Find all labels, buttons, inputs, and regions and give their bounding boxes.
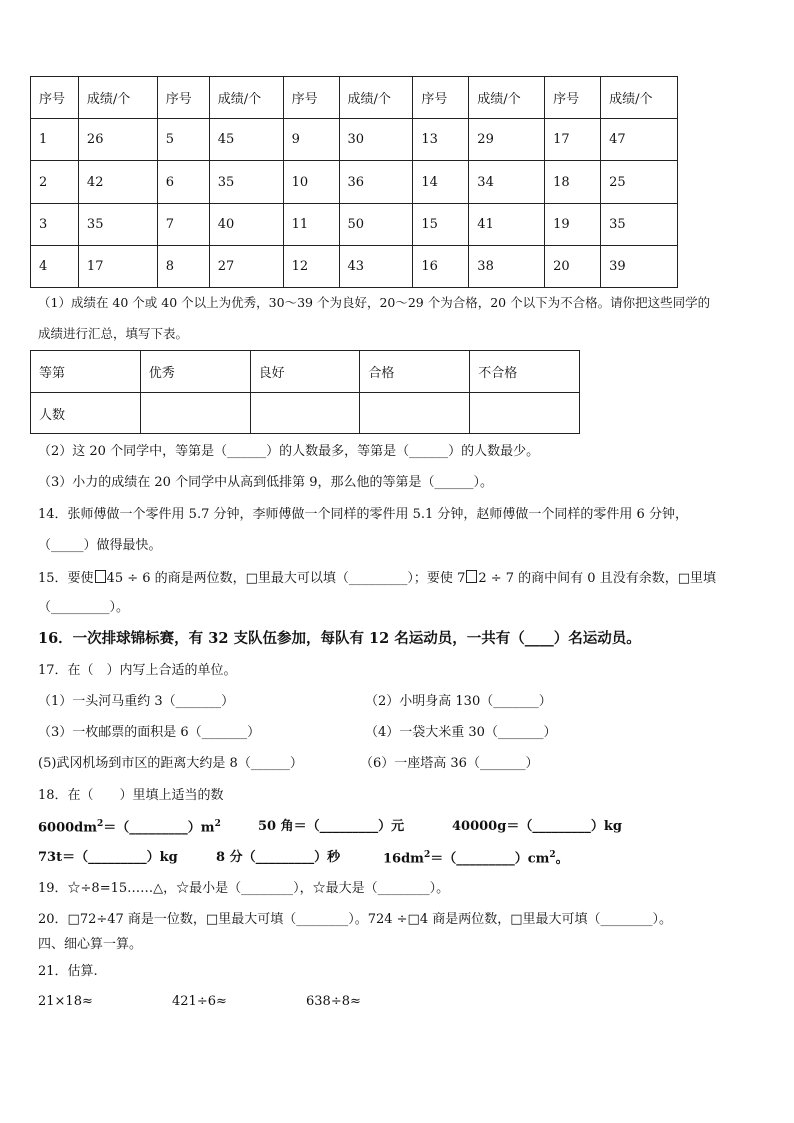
table-cell: 43 [339, 246, 413, 288]
q17-item-2: （2）小明身高 130（_______） [365, 694, 552, 709]
table-cell: 11 [283, 204, 339, 246]
q16-text: 16．一次排球锦标赛，有 32 支队伍参加，每队有 12 名运动员，一共有（____）名运动员。 [38, 630, 641, 647]
q17-item-3: （3）一枚邮票的面积是 6（_______） [38, 725, 261, 740]
q17-item-4: （4）一袋大米重 30（_______） [365, 725, 557, 740]
table-cell: 17 [545, 119, 601, 161]
q2-text: （2）这 20 个同学中，等第是（______）的人数最多，等第是（______）的人数最少。 [38, 444, 540, 459]
table-cell: 1 [31, 119, 79, 161]
grade-table [30, 350, 580, 434]
q1-text-line1: （1）成绩在 40 个或 40 个以上为优秀，30～39 个为良好，20～29 个为合格，20 个以下为不合格。请你把这些同学的 [38, 295, 711, 310]
table-cell: 20 [545, 246, 601, 288]
q18-f-end: 。 [555, 851, 569, 867]
table-cell: 26 [78, 119, 157, 161]
q21-title: 21．估算. [38, 964, 98, 979]
table-cell: 35 [209, 161, 283, 204]
header-cell: 序号 [283, 77, 339, 119]
q18-item-d: 73t＝（_________）kg [38, 850, 178, 865]
header-cell: 序号 [545, 77, 601, 119]
q18-a-right: ＝（_________）m [103, 820, 215, 836]
header-cell: 良好 [250, 351, 360, 393]
table-row [31, 246, 678, 288]
table-cell: 4 [31, 246, 79, 288]
table-row [31, 161, 678, 204]
q14-line1: 14．张师傅做一个零件用 5.7 分钟，李师傅做一个同样的零件用 5.1 分钟，赵师傅做一个同样的零件用 6 分钟， [38, 507, 688, 522]
header-cell: 成绩/个 [78, 77, 157, 119]
row-label: 人数 [31, 393, 141, 434]
table-cell: 15 [413, 204, 469, 246]
q17-item-5: (5)武冈机场到市区的距离大约是 8（______） [38, 756, 303, 771]
table-cell: 35 [601, 204, 678, 246]
q18-item-f [383, 851, 569, 865]
q3-text: （3）小力的成绩在 20 个同学中从高到低排第 9，那么他的等第是（______）。 [38, 475, 493, 490]
table-cell: 14 [413, 161, 469, 204]
table-cell: 41 [469, 204, 545, 246]
header-cell: 序号 [31, 77, 79, 119]
table-cell: 16 [413, 246, 469, 288]
q18-item-e: 8 分（_________）秒 [216, 850, 341, 865]
q18-title: 18．在（ ）里填上适当的数 [38, 788, 224, 803]
table-cell: 10 [283, 161, 339, 204]
table-cell: 2 [31, 161, 79, 204]
q21-item-2: 421÷6≈ [172, 994, 227, 1009]
superscript: 2 [423, 850, 431, 860]
header-cell: 不合格 [470, 351, 580, 393]
q21-item-3: 638÷8≈ [306, 994, 361, 1009]
table-cell: 3 [31, 204, 79, 246]
table-cell: 8 [157, 246, 209, 288]
superscript: 2 [549, 850, 556, 860]
table-cell: 45 [209, 119, 283, 161]
header-cell: 成绩/个 [339, 77, 413, 119]
table-cell: 18 [545, 161, 601, 204]
q18-f-left: 16dm [383, 851, 424, 867]
table-cell: 39 [601, 246, 678, 288]
score-table-header [31, 77, 678, 119]
q15-part1: 15．要使 [38, 571, 94, 586]
q17-item-6: （6）一座塔高 36（_______） [360, 756, 539, 771]
q17-item-1: （1）一头河马重约 3（_______） [38, 694, 235, 709]
header-cell: 成绩/个 [601, 77, 678, 119]
table-cell: 17 [78, 246, 157, 288]
table-cell: 50 [339, 204, 413, 246]
q18-a-left: 6000dm [38, 820, 98, 836]
section-4-heading: 四、细心算一算。 [38, 937, 143, 952]
q18-item-a [38, 820, 221, 834]
header-cell: 序号 [157, 77, 209, 119]
blank-box-icon [466, 570, 477, 583]
answer-cell-excellent[interactable] [140, 393, 250, 434]
table-cell: 19 [545, 204, 601, 246]
table-cell: 29 [469, 119, 545, 161]
header-cell: 成绩/个 [209, 77, 283, 119]
superscript: 2 [214, 819, 221, 829]
q17-title: 17．在（ ）内写上合适的单位。 [38, 663, 237, 678]
table-cell: 6 [157, 161, 209, 204]
table-cell: 38 [469, 246, 545, 288]
header-cell: 序号 [413, 77, 469, 119]
table-cell: 36 [339, 161, 413, 204]
q15-line2: （_________）。 [38, 600, 130, 615]
answer-cell-good[interactable] [250, 393, 360, 434]
table-cell: 34 [469, 161, 545, 204]
q15-part3: 2 ÷ 7 的商中间有 0 且没有余数，□里填 [478, 571, 716, 586]
blank-box-icon [95, 570, 106, 583]
header-cell: 合格 [360, 351, 470, 393]
table-cell: 25 [601, 161, 678, 204]
q19-text: 19．☆÷8=15……△，☆最小是（________），☆最大是（________）。 [38, 881, 450, 896]
answer-cell-pass[interactable] [360, 393, 470, 434]
table-cell: 30 [339, 119, 413, 161]
superscript: 2 [97, 819, 104, 829]
table-cell: 27 [209, 246, 283, 288]
table-cell: 7 [157, 204, 209, 246]
q15-line1 [38, 570, 716, 585]
q18-item-b: 50 角＝（_________）元 [258, 819, 405, 834]
header-cell: 优秀 [140, 351, 250, 393]
grade-table-header [31, 351, 580, 393]
header-cell: 成绩/个 [469, 77, 545, 119]
q18-item-c: 40000g＝（_________）kg [452, 819, 622, 834]
table-cell: 42 [78, 161, 157, 204]
table-row [31, 204, 678, 246]
table-cell: 13 [413, 119, 469, 161]
q1-text-line2: 成绩进行汇总，填写下表。 [38, 326, 189, 341]
q18-f-right: ＝（_________）cm [430, 851, 550, 867]
table-cell: 12 [283, 246, 339, 288]
header-cell: 等第 [31, 351, 141, 393]
table-row [31, 393, 580, 434]
q15-part2: 45 ÷ 6 的商是两位数，□里最大可以填（_________）；要使 7 [106, 571, 466, 586]
q14-line2: （_____）做得最快。 [38, 538, 162, 553]
table-cell: 35 [78, 204, 157, 246]
q20-text: 20．□72÷47 商是一位数，□里最大可填（________）。724 ÷□4 商是两位数，□里最大可填（________）。 [38, 912, 673, 927]
table-cell: 47 [601, 119, 678, 161]
q21-item-1: 21×18≈ [38, 994, 93, 1009]
score-table [30, 76, 678, 288]
table-row [31, 119, 678, 161]
table-cell: 40 [209, 204, 283, 246]
table-cell: 9 [283, 119, 339, 161]
answer-cell-fail[interactable] [470, 393, 580, 434]
table-cell: 5 [157, 119, 209, 161]
